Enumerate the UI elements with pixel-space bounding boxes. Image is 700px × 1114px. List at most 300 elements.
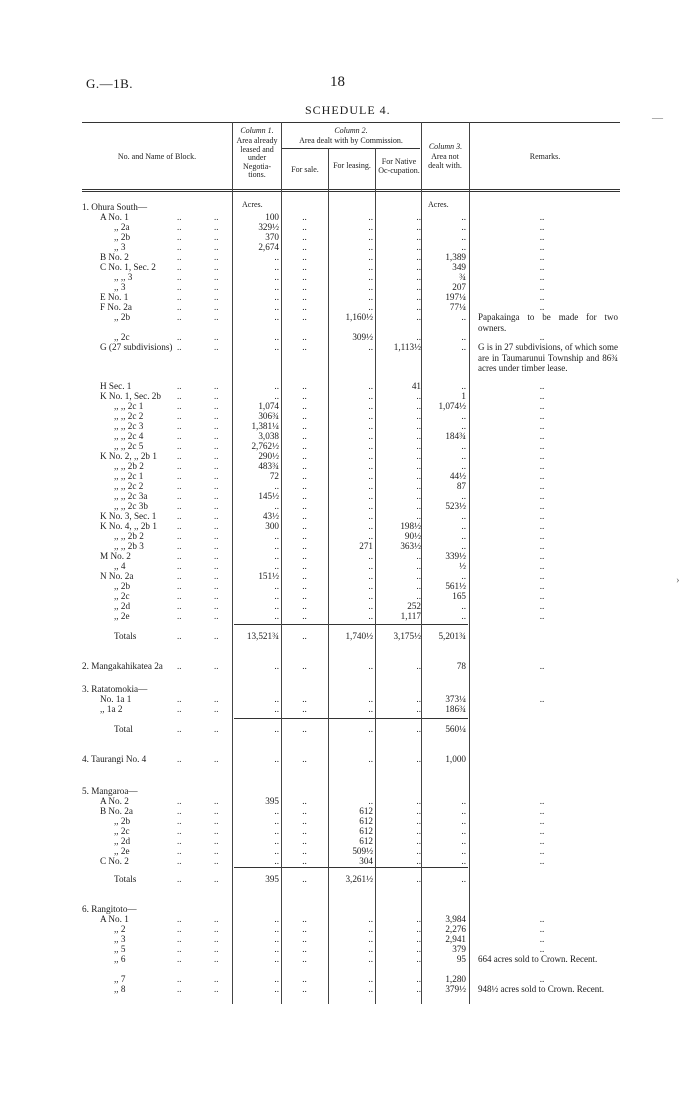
cell-c1: 300 bbox=[265, 521, 279, 531]
cell-c3: .. bbox=[368, 461, 373, 471]
row-name: K No. 2, ,, 2b 1 bbox=[100, 451, 157, 461]
cell-c2: .. bbox=[302, 704, 307, 714]
remark: .. bbox=[539, 381, 545, 391]
cell-c4: 198½ bbox=[400, 521, 421, 531]
leader-dots: .. bbox=[214, 561, 219, 571]
leader-dots: .. bbox=[177, 611, 182, 621]
cell-c3: 612 bbox=[359, 826, 373, 836]
cell-c4: .. bbox=[416, 796, 421, 806]
remark: .. bbox=[539, 856, 545, 866]
cell-c1: 43½ bbox=[262, 511, 279, 521]
cell-c3: .. bbox=[368, 571, 373, 581]
row-name: ,, 2a bbox=[114, 222, 130, 232]
cell-c2: .. bbox=[302, 754, 307, 764]
cell-c3: .. bbox=[368, 511, 373, 521]
cell-c5: 339½ bbox=[445, 551, 466, 561]
leader-dots: .. bbox=[214, 312, 219, 322]
leader-dots: .. bbox=[177, 826, 182, 836]
schedule-table bbox=[82, 122, 620, 1012]
column1-title: Column 1. bbox=[240, 126, 274, 135]
leader-dots: .. bbox=[214, 421, 219, 431]
leader-dots: .. bbox=[214, 796, 219, 806]
totals-rule-3 bbox=[234, 718, 468, 719]
leader-dots: .. bbox=[214, 531, 219, 541]
cell-c3: 304 bbox=[359, 856, 373, 866]
remark: .. bbox=[539, 836, 545, 846]
cell-c3: .. bbox=[368, 611, 373, 621]
cell-c2: .. bbox=[302, 944, 307, 954]
cell-c2: .. bbox=[302, 212, 307, 222]
cell-c2: .. bbox=[302, 954, 307, 964]
leader-dots: .. bbox=[214, 401, 219, 411]
remark: .. bbox=[539, 694, 545, 704]
cell-c5: .. bbox=[461, 806, 466, 816]
leader-dots: .. bbox=[177, 282, 182, 292]
leader-dots: .. bbox=[177, 924, 182, 934]
row-name: ,, ,, 2b 2 bbox=[114, 461, 144, 471]
leader-dots: .. bbox=[214, 411, 219, 421]
row-name: ,, 2c bbox=[114, 332, 130, 342]
cell-c1: 2,674 bbox=[258, 242, 279, 252]
cell-c5: .. bbox=[461, 242, 466, 252]
leader-dots: .. bbox=[177, 451, 182, 461]
cell-c4: .. bbox=[416, 924, 421, 934]
leader-dots: .. bbox=[177, 292, 182, 302]
cell-c2: .. bbox=[302, 816, 307, 826]
remark: .. bbox=[539, 974, 545, 984]
column3-title: Column 3. bbox=[428, 142, 463, 151]
leader-dots: .. bbox=[214, 704, 219, 714]
leader-dots: .. bbox=[214, 491, 219, 501]
leader-dots: .. bbox=[214, 754, 219, 764]
cell-c5: .. bbox=[461, 571, 466, 581]
remark: .. bbox=[539, 451, 545, 461]
remark: .. bbox=[539, 914, 545, 924]
cell-c1: .. bbox=[274, 694, 279, 704]
remark: .. bbox=[539, 222, 545, 232]
cell-c4: .. bbox=[416, 212, 421, 222]
row-name: ,, 3 bbox=[114, 934, 126, 944]
cell-c3: .. bbox=[368, 724, 373, 734]
cell-c4: .. bbox=[416, 846, 421, 856]
leader-dots: .. bbox=[214, 974, 219, 984]
column1-unit: Acres. bbox=[242, 200, 263, 209]
header-bottom-rule bbox=[82, 189, 620, 190]
leader-dots: .. bbox=[214, 272, 219, 282]
leader-dots: .. bbox=[177, 754, 182, 764]
cell-c1: .. bbox=[274, 846, 279, 856]
cell-c4: .. bbox=[416, 481, 421, 491]
leader-dots: .. bbox=[214, 856, 219, 866]
leader-dots: .. bbox=[177, 501, 182, 511]
col3-left-rule bbox=[421, 122, 422, 1004]
leader-dots: .. bbox=[177, 541, 182, 551]
cell-c3: 509½ bbox=[352, 846, 373, 856]
remark: .. bbox=[539, 332, 545, 342]
cell-c4: .. bbox=[416, 431, 421, 441]
cell-c3: .. bbox=[368, 262, 373, 272]
cell-c5: .. bbox=[461, 796, 466, 806]
cell-c1: 13,521¾ bbox=[246, 631, 279, 641]
remark: .. bbox=[539, 591, 545, 601]
cell-c4: .. bbox=[416, 836, 421, 846]
cell-c3: .. bbox=[368, 591, 373, 601]
row-name: F No. 2a bbox=[100, 302, 132, 312]
leader-dots: .. bbox=[177, 561, 182, 571]
leader-dots: .. bbox=[214, 451, 219, 461]
cell-c4: 41 bbox=[411, 381, 421, 391]
leader-dots: .. bbox=[214, 611, 219, 621]
cell-c5: 1,280 bbox=[445, 974, 466, 984]
cell-c5: .. bbox=[461, 411, 466, 421]
cell-c2: .. bbox=[302, 242, 307, 252]
leader-dots: .. bbox=[177, 531, 182, 541]
cell-c2: .. bbox=[302, 521, 307, 531]
page-number: 18 bbox=[330, 74, 345, 90]
cell-c1: 100 bbox=[265, 212, 279, 222]
cell-c1: 3,038 bbox=[258, 431, 279, 441]
cell-c5: 523½ bbox=[445, 501, 466, 511]
leader-dots: .. bbox=[177, 796, 182, 806]
row-name: 3. Ratatomokia— bbox=[82, 684, 148, 694]
cell-c4: .. bbox=[416, 944, 421, 954]
leader-dots: .. bbox=[177, 631, 182, 641]
cell-c3: .. bbox=[368, 954, 373, 964]
cell-c1: .. bbox=[274, 381, 279, 391]
leader-dots: .. bbox=[214, 381, 219, 391]
row-name: ,, ,, 2c 1 bbox=[114, 401, 144, 411]
cell-c5: .. bbox=[461, 332, 466, 342]
cell-c5: 1,000 bbox=[445, 754, 466, 764]
cell-c3: .. bbox=[368, 661, 373, 671]
row-name: ,, 2d bbox=[114, 836, 131, 846]
leader-dots: .. bbox=[177, 461, 182, 471]
leader-dots: .. bbox=[177, 262, 182, 272]
cell-c1: .. bbox=[274, 501, 279, 511]
cell-c3: .. bbox=[368, 302, 373, 312]
cell-c1: .. bbox=[274, 481, 279, 491]
cell-c4: .. bbox=[416, 661, 421, 671]
leader-dots: .. bbox=[177, 401, 182, 411]
cell-c3: .. bbox=[368, 242, 373, 252]
cell-c2: .. bbox=[302, 724, 307, 734]
leader-dots: .. bbox=[177, 381, 182, 391]
leader-dots: .. bbox=[214, 511, 219, 521]
cell-c3: 612 bbox=[359, 836, 373, 846]
row-name: ,, ,, 3 bbox=[114, 272, 133, 282]
cell-c3: .. bbox=[368, 401, 373, 411]
cell-c4: .. bbox=[416, 856, 421, 866]
cell-c1: .. bbox=[274, 332, 279, 342]
margin-mark: — bbox=[652, 112, 663, 124]
cell-c3: .. bbox=[368, 796, 373, 806]
cell-c3: 271 bbox=[359, 541, 373, 551]
cell-c2: .. bbox=[302, 571, 307, 581]
cell-c5: .. bbox=[461, 212, 466, 222]
cell-c5: 1,389 bbox=[445, 252, 466, 262]
cell-c2: .. bbox=[302, 441, 307, 451]
leader-dots: .. bbox=[177, 332, 182, 342]
margin-mark: › bbox=[676, 574, 680, 586]
col1-left-rule bbox=[232, 122, 233, 1004]
column3-description: Area not dealt with. bbox=[428, 152, 462, 170]
cell-c3: 612 bbox=[359, 806, 373, 816]
cell-c5: 184¾ bbox=[445, 431, 466, 441]
cell-c3: .. bbox=[368, 561, 373, 571]
cell-c5: 5,201¾ bbox=[438, 631, 466, 641]
cell-c5: 561½ bbox=[445, 581, 466, 591]
remark: .. bbox=[539, 924, 545, 934]
cell-c1: .. bbox=[274, 826, 279, 836]
cell-c2: .. bbox=[302, 391, 307, 401]
header-double-rule bbox=[82, 191, 620, 192]
cell-c1: .. bbox=[274, 551, 279, 561]
leader-dots: .. bbox=[177, 242, 182, 252]
remark: .. bbox=[539, 846, 545, 856]
cell-c4: .. bbox=[416, 511, 421, 521]
cell-c5: .. bbox=[461, 421, 466, 431]
cell-c2: .. bbox=[302, 541, 307, 551]
leader-dots: .. bbox=[214, 551, 219, 561]
row-name: ,, ,, 2c 3b bbox=[114, 501, 148, 511]
cell-c3: .. bbox=[368, 342, 373, 352]
leader-dots: .. bbox=[177, 816, 182, 826]
cell-c3: .. bbox=[368, 411, 373, 421]
cell-c3: .. bbox=[368, 222, 373, 232]
cell-c5: 560¼ bbox=[445, 724, 466, 734]
row-name: ,, 2 bbox=[114, 924, 126, 934]
column2-subtitle: Area dealt with by Commission. bbox=[299, 136, 403, 145]
cell-c5: 207 bbox=[452, 282, 466, 292]
cell-c3: .. bbox=[368, 581, 373, 591]
leader-dots: .. bbox=[214, 441, 219, 451]
cell-c4: .. bbox=[416, 312, 421, 322]
totals-rule-5 bbox=[234, 867, 468, 868]
cell-c4: .. bbox=[416, 471, 421, 481]
cell-c3: .. bbox=[368, 252, 373, 262]
leader-dots: .. bbox=[214, 232, 219, 242]
cell-c4: .. bbox=[416, 441, 421, 451]
cell-c5: .. bbox=[461, 342, 466, 352]
row-name: H Sec. 1 bbox=[100, 381, 132, 391]
leader-dots: .. bbox=[214, 944, 219, 954]
cell-c1: .. bbox=[274, 974, 279, 984]
remark: .. bbox=[539, 501, 545, 511]
cell-c2: .. bbox=[302, 601, 307, 611]
cell-c3: 309½ bbox=[352, 332, 373, 342]
cell-c1: .. bbox=[274, 836, 279, 846]
leader-dots: .. bbox=[177, 272, 182, 282]
row-name: ,, 3 bbox=[114, 242, 126, 252]
row-name: ,, ,, 2c 2 bbox=[114, 481, 144, 491]
cell-c4: .. bbox=[416, 421, 421, 431]
cell-c3: .. bbox=[368, 914, 373, 924]
cell-c1: .. bbox=[274, 342, 279, 352]
leader-dots: .. bbox=[214, 332, 219, 342]
row-name: ,, ,, 2b 3 bbox=[114, 541, 144, 551]
cell-c2: .. bbox=[302, 501, 307, 511]
remark: .. bbox=[539, 212, 545, 222]
row-name: ,, 3 bbox=[114, 282, 126, 292]
remark: .. bbox=[539, 541, 545, 551]
remark: .. bbox=[539, 826, 545, 836]
cell-c2: .. bbox=[302, 796, 307, 806]
cell-c4: 3,175½ bbox=[393, 631, 421, 641]
leader-dots: .. bbox=[214, 571, 219, 581]
remark: 664 acres sold to Crown. Recent. bbox=[478, 954, 598, 964]
cell-c5: 2,941 bbox=[445, 934, 466, 944]
cell-c1: 2,762½ bbox=[251, 441, 279, 451]
cell-c4: .. bbox=[416, 724, 421, 734]
row-name: ,, ,, 2c 1 bbox=[114, 471, 144, 481]
for-sale-header: For sale. bbox=[291, 165, 319, 174]
leader-dots: .. bbox=[214, 282, 219, 292]
cell-c1: .. bbox=[274, 754, 279, 764]
cell-c4: .. bbox=[416, 704, 421, 714]
cell-c5: 77¼ bbox=[449, 302, 466, 312]
cell-c2: .. bbox=[302, 856, 307, 866]
cell-c3: .. bbox=[368, 481, 373, 491]
cell-c3: .. bbox=[368, 421, 373, 431]
remark: .. bbox=[539, 262, 545, 272]
cell-c4: .. bbox=[416, 411, 421, 421]
remark: .. bbox=[539, 302, 545, 312]
cell-c2: .. bbox=[302, 282, 307, 292]
row-name: ,, ,, 2b 2 bbox=[114, 531, 144, 541]
cell-c1: 395 bbox=[265, 874, 279, 884]
remark: .. bbox=[539, 661, 545, 671]
cell-c1: 290½ bbox=[258, 451, 279, 461]
cell-c1: .. bbox=[274, 391, 279, 401]
cell-c5: .. bbox=[461, 611, 466, 621]
leader-dots: .. bbox=[214, 581, 219, 591]
cell-c5: .. bbox=[461, 451, 466, 461]
cell-c4: .. bbox=[416, 302, 421, 312]
cell-c2: .. bbox=[302, 461, 307, 471]
cell-c5: 349 bbox=[452, 262, 466, 272]
remark: .. bbox=[539, 491, 545, 501]
remark: .. bbox=[539, 411, 545, 421]
remark: .. bbox=[539, 581, 545, 591]
cell-c2: .. bbox=[302, 551, 307, 561]
row-name: ,, 4 bbox=[114, 561, 126, 571]
row-name: ,, 2b bbox=[114, 581, 131, 591]
cell-c5: 373¼ bbox=[445, 694, 466, 704]
cell-c2: .. bbox=[302, 694, 307, 704]
cell-c1: 1,381¼ bbox=[251, 421, 279, 431]
cell-c3: .. bbox=[368, 551, 373, 561]
cell-c2: .. bbox=[302, 272, 307, 282]
cell-c2: .. bbox=[302, 342, 307, 352]
cell-c2: .. bbox=[302, 481, 307, 491]
cell-c1: .. bbox=[274, 704, 279, 714]
cell-c5: 379 bbox=[452, 944, 466, 954]
leader-dots: .. bbox=[177, 551, 182, 561]
cell-c5: 165 bbox=[452, 591, 466, 601]
cell-c1: 145½ bbox=[258, 491, 279, 501]
cell-c5: .. bbox=[461, 541, 466, 551]
leader-dots: .. bbox=[177, 421, 182, 431]
leader-dots: .. bbox=[214, 846, 219, 856]
column2-sub-rule bbox=[282, 148, 420, 149]
cell-c4: .. bbox=[416, 694, 421, 704]
leader-dots: .. bbox=[214, 631, 219, 641]
cell-c1: .. bbox=[274, 601, 279, 611]
cell-c4: .. bbox=[416, 292, 421, 302]
leader-dots: .. bbox=[177, 974, 182, 984]
cell-c1: .. bbox=[274, 302, 279, 312]
leader-dots: .. bbox=[177, 856, 182, 866]
leader-dots: .. bbox=[214, 461, 219, 471]
row-name: ,, 2e bbox=[114, 611, 130, 621]
cell-c2: .. bbox=[302, 302, 307, 312]
row-name: Totals bbox=[114, 631, 137, 641]
remark: .. bbox=[539, 292, 545, 302]
leader-dots: .. bbox=[177, 431, 182, 441]
cell-c5: .. bbox=[461, 846, 466, 856]
cell-c1: 483¾ bbox=[258, 461, 279, 471]
cell-c4: .. bbox=[416, 581, 421, 591]
cell-c4: .. bbox=[416, 551, 421, 561]
leader-dots: .. bbox=[177, 491, 182, 501]
leader-dots: .. bbox=[177, 954, 182, 964]
leader-dots: .. bbox=[214, 302, 219, 312]
cell-c5: .. bbox=[461, 491, 466, 501]
cell-c4: .. bbox=[416, 332, 421, 342]
remark: .. bbox=[539, 272, 545, 282]
leader-dots: .. bbox=[177, 471, 182, 481]
cell-c5: 87 bbox=[456, 481, 466, 491]
row-name: M No. 2 bbox=[100, 551, 131, 561]
row-name: 5. Mangaroa— bbox=[82, 786, 138, 796]
remark: .. bbox=[539, 561, 545, 571]
remark: Papakainga to be made for two owners. bbox=[478, 312, 618, 333]
row-name: C No. 2 bbox=[100, 856, 129, 866]
cell-c1: 1,074 bbox=[258, 401, 279, 411]
cell-c4: 252 bbox=[407, 601, 421, 611]
cell-c4: 1,117 bbox=[400, 611, 421, 621]
leader-dots: .. bbox=[214, 391, 219, 401]
cell-c2: .. bbox=[302, 826, 307, 836]
cell-c3: .. bbox=[368, 704, 373, 714]
cell-c5: .. bbox=[461, 521, 466, 531]
cell-c5: .. bbox=[461, 531, 466, 541]
cell-c4: .. bbox=[416, 826, 421, 836]
cell-c5: .. bbox=[461, 874, 466, 884]
row-name: ,, 6 bbox=[114, 954, 126, 964]
row-name: K No. 1, Sec. 2b bbox=[100, 391, 161, 401]
leader-dots: .. bbox=[214, 222, 219, 232]
leader-dots: .. bbox=[214, 724, 219, 734]
cell-c2: .. bbox=[302, 401, 307, 411]
leader-dots: .. bbox=[214, 816, 219, 826]
leader-dots: .. bbox=[214, 252, 219, 262]
cell-c3: .. bbox=[368, 531, 373, 541]
cell-c3: .. bbox=[368, 924, 373, 934]
cell-c2: .. bbox=[302, 471, 307, 481]
column1-description: Area already leased and under Negotia-tions. bbox=[236, 136, 278, 179]
cell-c3: .. bbox=[368, 471, 373, 481]
cell-c1: .. bbox=[274, 954, 279, 964]
cell-c5: .. bbox=[461, 222, 466, 232]
leader-dots: .. bbox=[177, 934, 182, 944]
document-code: G.—1B. bbox=[86, 76, 134, 91]
leader-dots: .. bbox=[214, 924, 219, 934]
row-name: ,, 2c bbox=[114, 591, 130, 601]
leader-dots: .. bbox=[214, 212, 219, 222]
row-name: B No. 2a bbox=[100, 806, 133, 816]
cell-c3: .. bbox=[368, 292, 373, 302]
